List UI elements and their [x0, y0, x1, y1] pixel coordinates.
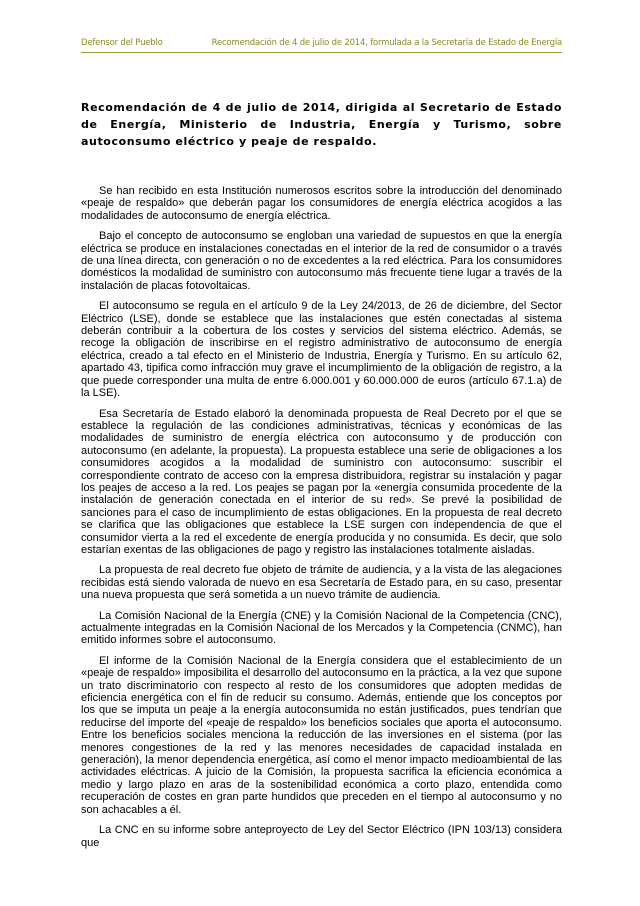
header-divider: [81, 52, 562, 53]
paragraph: Bajo el concepto de autoconsumo se engloban una variedad de supuestos en que la energía eléctrica se produce en instalaciones conectadas en el interior de la red de consumidor o a través de una línea directa, con generación o no de excedentes a la red eléctrica. Para los consumidores domésticos la modalidad de suministro con autoconsumo más frecuente tiene lugar a través de la instalación de placas fotovoltaicas.: [81, 230, 562, 292]
paragraph: El autoconsumo se regula en el artículo 9 de la Ley 24/2013, de 26 de diciembre, del Sector Eléctrico (LSE), donde se establece que las instalaciones que estén conectadas al sistema deberán contribuir a la cobertura de los costes y servicios del sistema eléctrico. Además, se recoge la obligación de inscribirse en el registro administrativo de autoconsumo de energía eléctrica, creado a tal efecto en el Ministerio de Industria, Energía y Turismo. En su artículo 62, apartado 43, tipifica como infracción muy grave el incumplimiento de la obligación de registro, a la que puede corresponder una multa de entre 6.000.001 y 60.000.000 de euros (artículo 67.1.a) de la LSE).: [81, 300, 562, 400]
paragraph: El informe de la Comisión Nacional de la Energía considera que el establecimiento de un «peaje de respaldo» imposibilita el desarrollo del autoconsumo en la práctica, a la vez que supone un trato discriminatorio con respecto al resto de los consumidores que adopten medidas de eficiencia energética con el fin de reducir su consumo. Además, entiende que los conceptos por los que se imputa un peaje a la energía autoconsumida no están justificados, pues tendrían que reducirse del importe del «peaje de respaldo» los beneficios sociales que aporta el autoconsumo. Entre los beneficios sociales menciona la reducción de las inversiones en el sistema (por las menores congestiones de la red y las menores necesidades de capacidad instalada en generación), la menor dependencia energética, así como el menor impacto medioambiental de las actividades eléctricas. A juicio de la Comisión, la propuesta sacrifica la eficiencia económica a medio y largo plazo en aras de la sostenibilidad económica a corto plazo, entendida como recuperación de costes en gran parte hundidos que preceden en el tiempo al autoconsumo y no son achacables a él.: [81, 654, 562, 816]
running-header: [81, 38, 562, 48]
paragraph: Se han recibido en esta Institución numerosos escritos sobre la introducción del denominado «peaje de respaldo» que deberán pagar los consumidores de energía eléctrica acogidos a las modalidades de autoconsumo de energía eléctrica.: [81, 185, 562, 222]
paragraph: La CNC en su informe sobre anteproyecto de Ley del Sector Eléctrico (IPN 103/13) considera que: [81, 824, 562, 849]
header-left: Defensor del Pueblo: [81, 38, 163, 48]
paragraph: La Comisión Nacional de la Energía (CNE) y la Comisión Nacional de la Competencia (CNC), actualmente integradas en la Comisión Nacional de los Mercados y la Competencia (CNMC), han emitido informes sobre el autoconsumo.: [81, 609, 562, 647]
paragraph: Esa Secretaría de Estado elaboró la denominada propuesta de Real Decreto por el que se establece la regulación de las condiciones administrativas, técnicas y económicas de las modalidades de suministro de energía eléctrica con autoconsumo y de producción con autoconsumo (en adelante, la propuesta). La propuesta establece una serie de obligaciones a los consumidores acogidos a la modalidad de suministro con autoconsumo: suscribir el correspondiente contrato de acceso con la empresa distribuidora, registrar su instalación y pagar los peajes de acceso a la red. Los peajes se pagan por la «energía consumida procedente de la instalación de generación conectada en el interior de su red». Se prevé la posibilidad de sanciones para el caso de incumplimiento de estas obligaciones. En la propuesta de real decreto se clarifica que las obligaciones que establece la LSE surgen con independencia de que el consumidor vierta a la red el excedente de energía producida y no consumida. Es decir, que solo estarían exentas de las obligaciones de pago y registro las instalaciones totalmente aisladas.: [81, 407, 562, 556]
paragraph: La propuesta de real decreto fue objeto de trámite de audiencia, y a la vista de las alegaciones recibidas está siendo valorada de nuevo en esa Secretaría de Estado para, en su caso, presentar una nueva propuesta que será sometida a un nuevo trámite de audiencia.: [81, 564, 562, 602]
document-title: Recomendación de 4 de julio de 2014, dirigida al Secretario de Estado de Energía, Ministerio de Industria, Energía y Turismo, sobre autoconsumo eléctrico y peaje de respaldo.: [81, 101, 562, 148]
header-right: Recomendación de 4 de julio de 2014, formulada a la Secretaría de Estado de Energía: [211, 38, 562, 48]
document-body: [81, 185, 562, 857]
